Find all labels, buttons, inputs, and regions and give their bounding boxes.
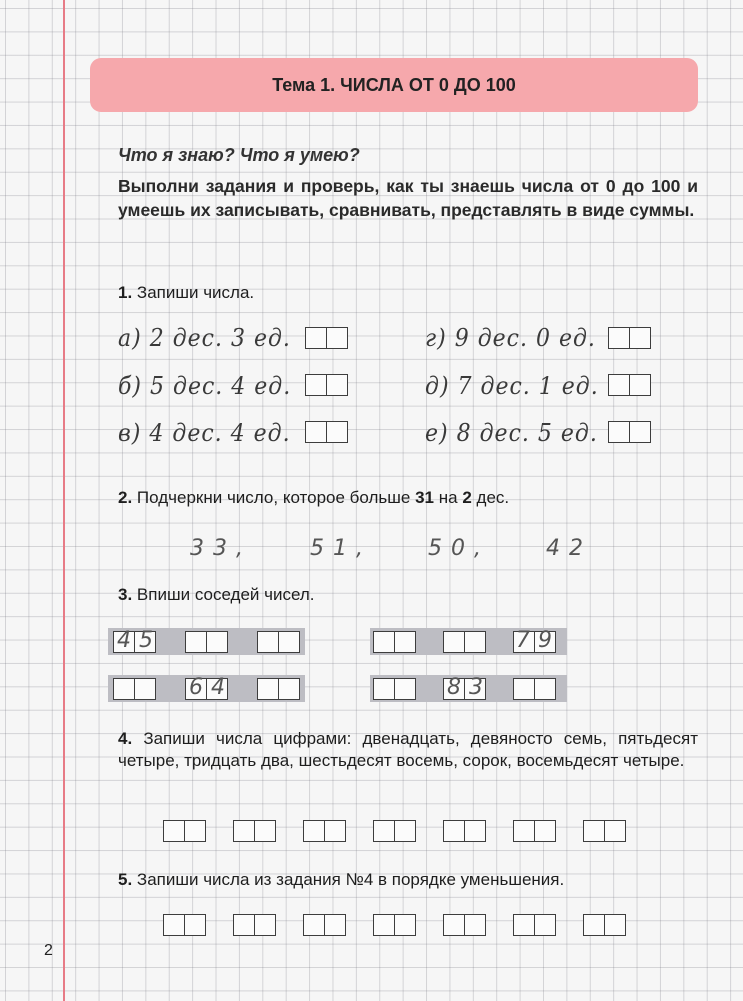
digit-cell[interactable] — [163, 914, 185, 936]
answer-box-d[interactable] — [608, 327, 651, 349]
digit-cell[interactable] — [373, 678, 395, 700]
digit-cell[interactable] — [395, 631, 416, 653]
answer-box[interactable] — [233, 914, 276, 936]
given-number: 79 — [516, 628, 560, 653]
digit-cell[interactable] — [630, 421, 651, 443]
neighbor-box[interactable] — [185, 631, 228, 653]
digit-cell[interactable] — [535, 914, 556, 936]
digit-cell[interactable] — [185, 914, 206, 936]
neighbor-box[interactable] — [443, 631, 486, 653]
task1-item-c — [118, 420, 291, 448]
digit-cell[interactable] — [233, 914, 255, 936]
task2-heading — [118, 488, 509, 508]
neighbor-box[interactable] — [257, 631, 300, 653]
digit-cell[interactable] — [305, 327, 327, 349]
digit-cell[interactable] — [465, 631, 486, 653]
answer-box[interactable] — [443, 820, 486, 842]
digit-cell[interactable] — [373, 631, 395, 653]
task3-heading — [118, 585, 315, 605]
digit-cell[interactable] — [630, 327, 651, 349]
task1-item-a — [118, 325, 291, 353]
task2-after: дес. — [476, 488, 510, 507]
task2-number-option[interactable]: 42 — [546, 536, 592, 561]
digit-cell[interactable] — [185, 820, 206, 842]
digit-cell[interactable] — [583, 820, 605, 842]
answer-box[interactable] — [513, 820, 556, 842]
section-subtitle: Что я знаю? Что я умею? — [118, 145, 360, 165]
neighbor-box[interactable] — [113, 678, 156, 700]
neighbor-box[interactable] — [513, 678, 556, 700]
task2-number-option[interactable]: 50, — [428, 536, 490, 561]
task2-text: Подчеркни число, которое больше — [136, 488, 411, 507]
task2-mid: на — [438, 488, 458, 507]
digit-cell[interactable] — [163, 820, 185, 842]
task2-n2: 2 — [462, 488, 472, 507]
task5-number: 5. — [118, 870, 133, 889]
answer-box-c[interactable] — [305, 421, 348, 443]
digit-cell[interactable] — [373, 914, 395, 936]
neighbor-box[interactable] — [257, 678, 300, 700]
task1-item-f — [425, 420, 598, 448]
task5-heading — [118, 870, 564, 890]
digit-cell[interactable] — [185, 631, 207, 653]
answer-box[interactable] — [163, 914, 206, 936]
digit-cell[interactable] — [257, 678, 279, 700]
task2-number-option[interactable]: 51, — [310, 536, 372, 561]
digit-cell[interactable] — [279, 678, 300, 700]
task4-number: 4. — [118, 729, 133, 748]
digit-cell[interactable] — [279, 631, 300, 653]
digit-cell[interactable] — [465, 914, 486, 936]
answer-box[interactable] — [583, 914, 626, 936]
digit-cell[interactable] — [113, 678, 135, 700]
digit-cell[interactable] — [583, 914, 605, 936]
intro-text: Выполни задания и проверь, как ты знаешь числа от 0 до 100 и умеешь их записывать, сравнивать, представлять в виде суммы. — [118, 176, 698, 220]
digit-cell[interactable] — [305, 421, 327, 443]
answer-box[interactable] — [163, 820, 206, 842]
digit-cell[interactable] — [135, 678, 156, 700]
task1-item-label: б) — [118, 372, 143, 401]
digit-cell[interactable] — [630, 374, 651, 396]
digit-cell[interactable] — [395, 914, 416, 936]
task4-text-block — [118, 728, 698, 772]
answer-box-b[interactable] — [305, 374, 348, 396]
digit-cell[interactable] — [207, 631, 228, 653]
task1-text: Запиши числа. — [136, 283, 255, 302]
answer-box-a[interactable] — [305, 327, 348, 349]
task1-item-label: д) — [425, 372, 450, 401]
digit-cell[interactable] — [373, 820, 395, 842]
task1-item-expr: 2 дес. 3 ед. — [149, 324, 291, 353]
digit-cell[interactable] — [513, 820, 535, 842]
task1-item-d — [425, 325, 596, 353]
digit-cell[interactable] — [513, 678, 535, 700]
digit-cell[interactable] — [443, 820, 465, 842]
task1-item-expr: 7 дес. 1 ед. — [457, 372, 599, 401]
task5-text: Запиши числа из задания №4 в порядке уменьшения. — [136, 870, 565, 889]
neighbor-box[interactable] — [373, 678, 416, 700]
digit-cell[interactable] — [325, 820, 346, 842]
digit-cell[interactable] — [605, 820, 626, 842]
given-number: 83 — [447, 675, 491, 700]
digit-cell[interactable] — [608, 421, 630, 443]
digit-cell[interactable] — [535, 820, 556, 842]
digit-cell[interactable] — [605, 914, 626, 936]
digit-cell[interactable] — [303, 914, 325, 936]
answer-box[interactable] — [443, 914, 486, 936]
digit-cell[interactable] — [303, 820, 325, 842]
task1-item-expr: 4 дес. 4 ед. — [149, 419, 291, 448]
digit-cell[interactable] — [513, 914, 535, 936]
task1-item-expr: 5 дес. 4 ед. — [150, 372, 292, 401]
task1-item-b — [118, 373, 291, 401]
digit-cell[interactable] — [325, 914, 346, 936]
answer-box[interactable] — [233, 820, 276, 842]
task1-item-expr: 9 дес. 0 ед. — [454, 324, 596, 353]
given-number: 64 — [189, 675, 233, 700]
task1-item-e — [425, 373, 599, 401]
task2-n1: 31 — [415, 488, 435, 507]
digit-cell[interactable] — [255, 914, 276, 936]
answer-box-f[interactable] — [608, 421, 651, 443]
digit-cell[interactable] — [535, 678, 556, 700]
digit-cell[interactable] — [257, 631, 279, 653]
page-number: 2 — [44, 942, 53, 959]
task1-item-expr: 8 дес. 5 ед. — [456, 419, 598, 448]
digit-cell[interactable] — [608, 374, 630, 396]
answer-box-e[interactable] — [608, 374, 651, 396]
answer-box[interactable] — [303, 820, 346, 842]
task4-text: Запиши числа цифрами: двенадцать, девяносто семь, пятьдесят четыре, тридцать два, шестьдесят восемь, сорок, восемьдесят четыре. — [118, 729, 698, 770]
digit-cell[interactable] — [305, 374, 327, 396]
digit-cell[interactable] — [443, 914, 465, 936]
task1-item-label: в) — [118, 419, 142, 448]
digit-cell[interactable] — [327, 421, 348, 443]
task1-number: 1. — [118, 283, 133, 302]
digit-cell[interactable] — [395, 820, 416, 842]
answer-box[interactable] — [303, 914, 346, 936]
notebook-margin-line — [63, 0, 65, 1001]
task1-item-label: а) — [118, 324, 142, 353]
digit-cell[interactable] — [465, 820, 486, 842]
task1-heading — [118, 283, 254, 303]
answer-box[interactable] — [373, 820, 416, 842]
digit-cell[interactable] — [327, 374, 348, 396]
task1-item-label: г) — [425, 324, 447, 353]
neighbor-box[interactable] — [373, 631, 416, 653]
task2-number-option[interactable]: 33, — [190, 536, 252, 561]
given-number: 45 — [117, 628, 161, 653]
answer-box[interactable] — [373, 914, 416, 936]
digit-cell[interactable] — [395, 678, 416, 700]
answer-box[interactable] — [513, 914, 556, 936]
digit-cell[interactable] — [233, 820, 255, 842]
topic-title: Тема 1. ЧИСЛА ОТ 0 ДО 100 — [272, 75, 516, 95]
task2-number: 2. — [118, 488, 133, 507]
digit-cell[interactable] — [255, 820, 276, 842]
task3-text: Впиши соседей чисел. — [136, 585, 315, 604]
answer-box[interactable] — [583, 820, 626, 842]
digit-cell[interactable] — [608, 327, 630, 349]
digit-cell[interactable] — [443, 631, 465, 653]
task1-item-label: е) — [425, 419, 449, 448]
digit-cell[interactable] — [327, 327, 348, 349]
task3-number: 3. — [118, 585, 133, 604]
